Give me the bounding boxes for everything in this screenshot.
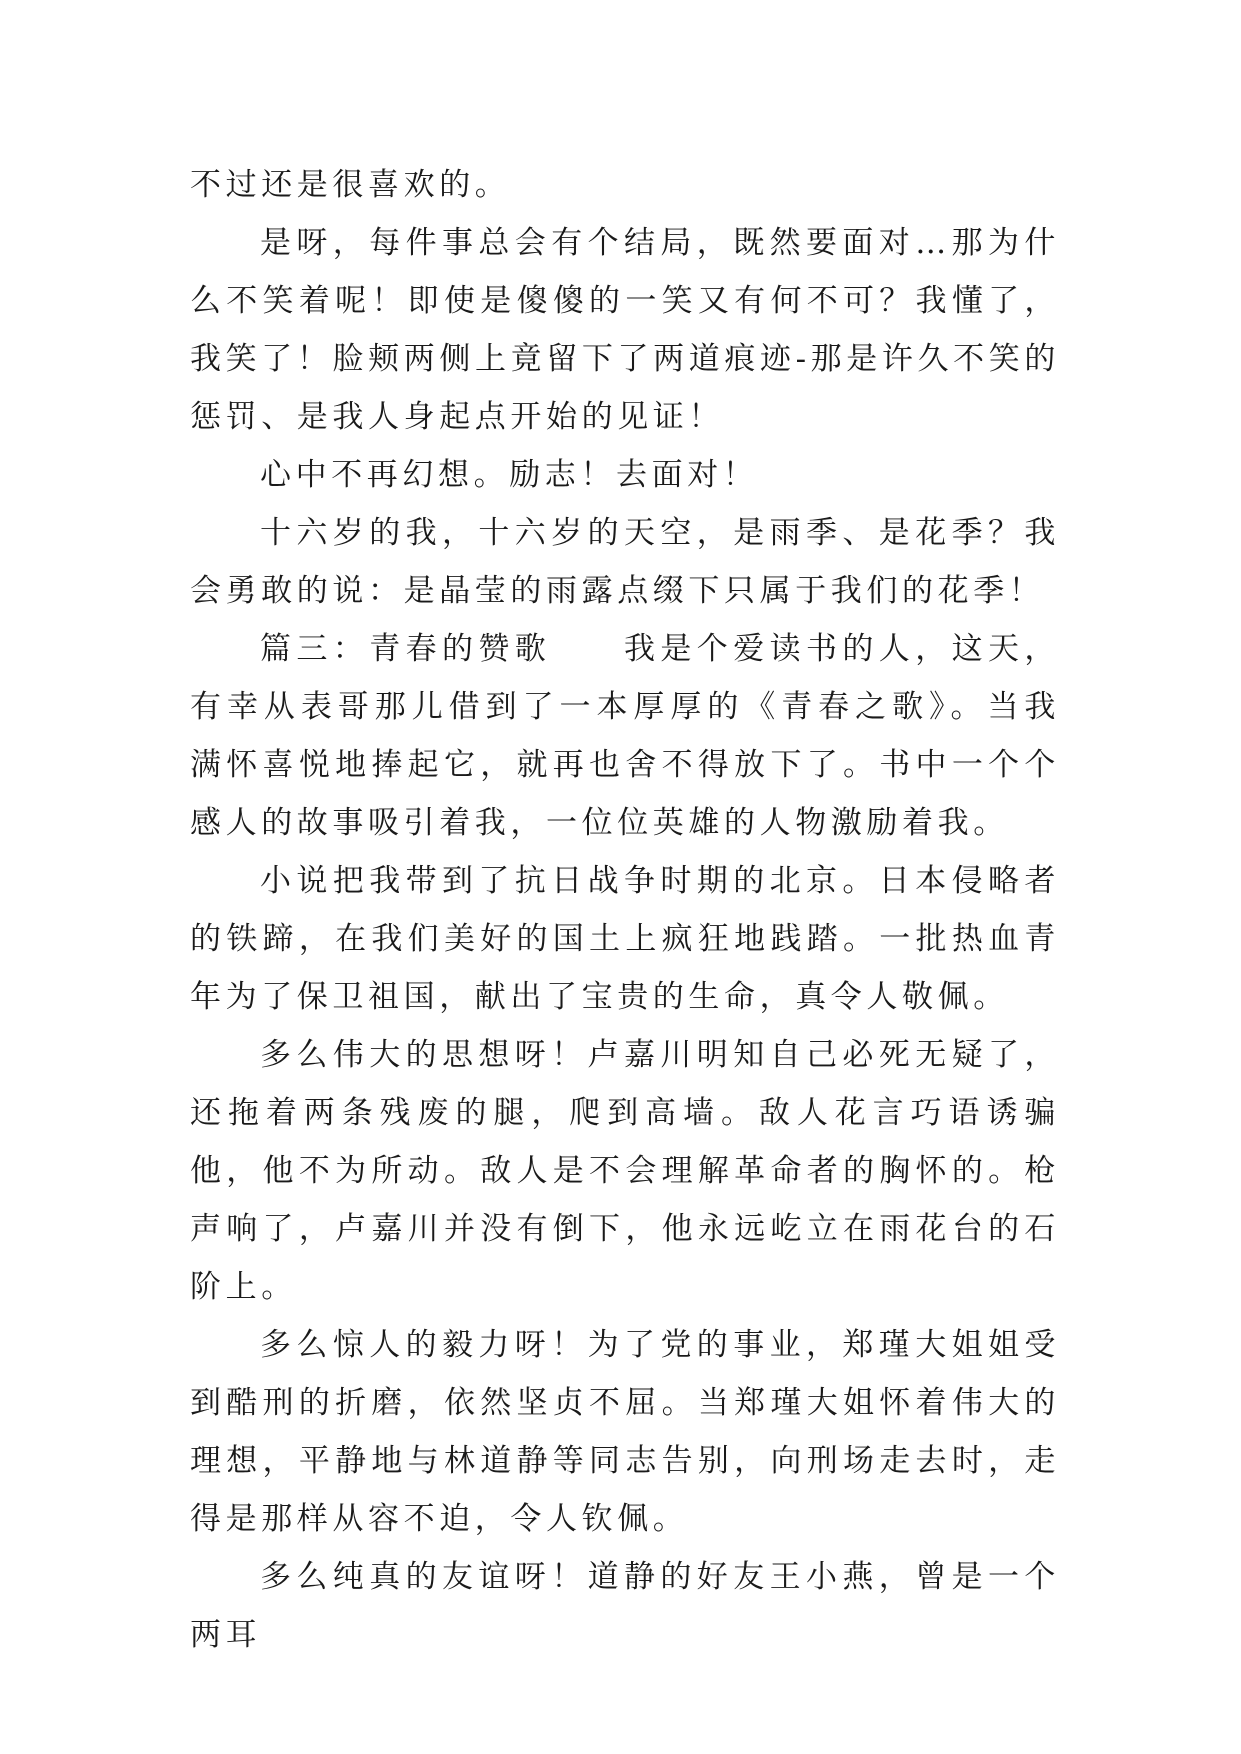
paragraph: 多么纯真的友谊呀！道静的好友王小燕，曾是一个两耳 xyxy=(190,1559,1060,1653)
paragraph: 十六岁的我，十六岁的天空，是雨季、是花季？我会勇敢的说：是晶莹的雨露点缀下只属于我们的花季！ xyxy=(190,515,1060,609)
document-body xyxy=(190,156,1060,1664)
paragraph: 多么伟大的思想呀！卢嘉川明知自己必死无疑了，还拖着两条残废的腿，爬到高墙。敌人花言巧语诱骗他，他不为所动。敌人是不会理解革命者的胸怀的。枪声响了，卢嘉川并没有倒下，他永远屹立在雨花台的石阶上。 xyxy=(190,1037,1060,1305)
paragraph: 心中不再幻想。励志！去面对！ xyxy=(260,457,759,493)
paragraph: 多么惊人的毅力呀！为了党的事业，郑瑾大姐姐受到酷刑的折磨，依然坚贞不屈。当郑瑾大姐怀着伟大的理想，平静地与林道静等同志告别，向刑场走去时，走得是那样从容不迫，令人钦佩。 xyxy=(190,1327,1060,1537)
paragraph: 篇三：青春的赞歌 我是个爱读书的人，这天，有幸从表哥那儿借到了一本厚厚的《青春之歌》。当我满怀喜悦地捧起它，就再也舍不得放下了。书中一个个感人的故事吸引着我，一位位英雄的人物激励着我。 xyxy=(190,631,1060,841)
paragraph: 小说把我带到了抗日战争时期的北京。日本侵略者的铁蹄，在我们美好的国土上疯狂地践踏。一批热血青年为了保卫祖国，献出了宝贵的生命，真令人敬佩。 xyxy=(190,863,1060,1015)
paragraph: 是呀，每件事总会有个结局，既然要面对…那为什么不笑着呢！即使是傻傻的一笑又有何不可？我懂了，我笑了！脸颊两侧上竟留下了两道痕迹-那是许久不笑的惩罚、是我人身起点开始的见证！ xyxy=(190,225,1060,435)
paragraph: 不过还是很喜欢的。 xyxy=(190,167,511,203)
